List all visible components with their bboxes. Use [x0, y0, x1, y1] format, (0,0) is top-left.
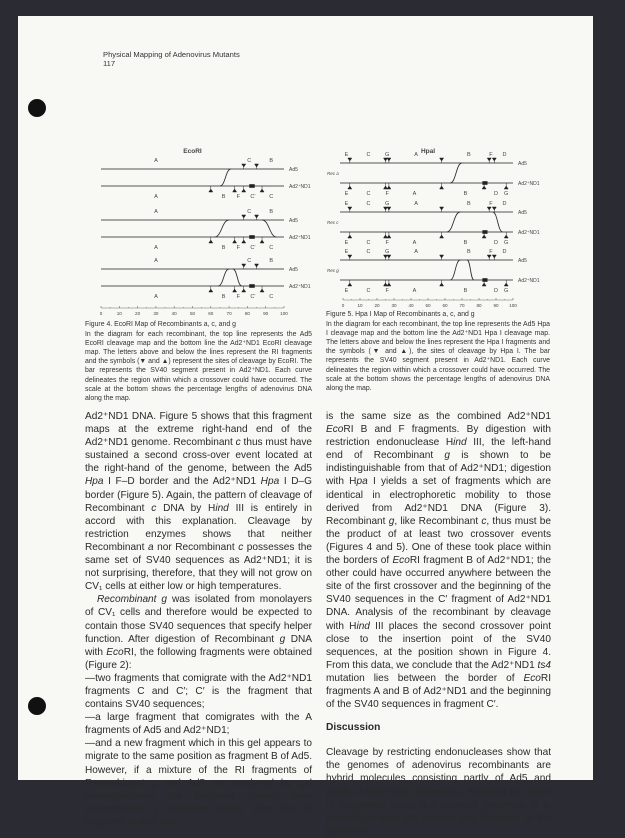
- section-heading-discussion: Discussion: [326, 722, 381, 734]
- fragment-label: B: [466, 152, 471, 158]
- cleavage-site-down-icon: [242, 164, 246, 169]
- crossover-curve: [450, 260, 460, 280]
- fragment-label: E: [344, 152, 349, 158]
- text-run: g: [444, 450, 451, 462]
- fragment-label: E: [344, 191, 349, 197]
- fragment-label: C′: [250, 194, 256, 200]
- fragment-label: C: [247, 209, 252, 215]
- text-run: ind: [356, 620, 370, 632]
- cleavage-site-down-icon: [255, 264, 259, 269]
- ad2nd1-line-label: Ad2⁺ND1: [289, 284, 311, 290]
- figure-5-caption: [326, 310, 550, 393]
- cleavage-site-up-icon: [504, 232, 508, 238]
- scale-tick-label: 90: [493, 303, 499, 308]
- text-run: c: [238, 541, 244, 553]
- scale-tick-label: 30: [153, 311, 159, 316]
- crossover-curve: [220, 169, 231, 186]
- text-run: —and a new fragment which in this gel appears to migrate to the same position as fragment B of Ad5. However, if a mixture of the RI fragments of Recombinant: [85, 738, 312, 789]
- cleavage-site-up-icon: [233, 186, 237, 192]
- text-run: I D–G border (Figure 5). Again, the pattern of cleavage of Recombinant: [85, 476, 312, 514]
- figure-4-caption: [85, 320, 312, 403]
- fragment-label: C: [247, 158, 252, 164]
- figure-4-ecori-map: [80, 140, 320, 318]
- cleavage-site-down-icon: [487, 207, 491, 212]
- scale-tick-label: 10: [116, 311, 122, 316]
- fragment-label: G: [504, 240, 509, 246]
- text-run: III places the second crossover point close to the insertion point of the SV40 sequences, at the position shown in Figure 4. From this data, we conclude that the Ad2⁺ND1: [326, 620, 551, 671]
- text-run: was isolated from monolayers of CV₁ cells and therefore would be expected to contain those SV40 sequences that specify helper function. After digestion of Recombinant: [85, 594, 312, 645]
- figure-5-hpai-map: [320, 142, 555, 310]
- fragment-label: B: [463, 240, 468, 246]
- sv40-segment-bar: [482, 230, 487, 234]
- text-run: Eco: [523, 672, 541, 684]
- fragment-label: D: [494, 240, 498, 246]
- scale-tick-label: 60: [208, 311, 214, 316]
- ad2nd1-line-label: Ad2⁺ND1: [289, 235, 311, 241]
- fragment-label: D: [502, 249, 507, 255]
- body-column-right: [326, 410, 551, 838]
- text-run: thus must have sustained a second cross-over event located at the right-hand of the genome, between the Ad5: [85, 437, 312, 475]
- fragment-label: A: [414, 201, 418, 207]
- fragment-label: A: [412, 191, 417, 197]
- fragment-label: C: [366, 249, 371, 255]
- fragment-label: F: [489, 201, 493, 207]
- scale-tick-label: 60: [442, 303, 448, 308]
- text-run: g: [151, 777, 158, 789]
- fragment-label: E: [344, 288, 349, 294]
- text-run: migrates faster than the B fragment of Ad5 and: [85, 803, 312, 828]
- scale-tick-label: 30: [391, 303, 397, 308]
- fragment-label: D: [494, 191, 498, 197]
- crossover-curve: [493, 212, 503, 232]
- cleavage-site-down-icon: [492, 207, 496, 212]
- crossover-curve: [233, 269, 242, 286]
- cleavage-site-up-icon: [440, 183, 444, 189]
- fragment-label: A: [412, 240, 417, 246]
- ad2nd1-line-label: Ad2⁺ND1: [518, 181, 540, 187]
- cleavage-site-up-icon: [440, 280, 444, 286]
- fragment-label: F: [236, 245, 240, 251]
- text-run: ind: [215, 502, 229, 514]
- fragment-label: C′: [250, 294, 256, 300]
- scale-tick-label: 20: [135, 311, 141, 316]
- fragment-label: F: [385, 191, 389, 197]
- cleavage-site-up-icon: [242, 237, 246, 243]
- text-run: III is entirely in accord with this explanation. Cleavage by restriction enzymes shows that neither Recombinant: [85, 502, 312, 553]
- crossover-curve: [450, 163, 462, 183]
- ad5-line-label: Ad5: [289, 267, 298, 273]
- sv40-segment-bar: [249, 284, 254, 288]
- fragment-label: B: [269, 258, 274, 264]
- cleavage-site-down-icon: [348, 255, 352, 260]
- binder-hole: [28, 697, 46, 715]
- text-run: g: [388, 515, 395, 527]
- cleavage-site-up-icon: [384, 183, 388, 189]
- fragment-label: C: [366, 288, 371, 294]
- sv40-segment-bar: [482, 181, 487, 185]
- ad2nd1-line-label: Ad2⁺ND1: [518, 230, 540, 236]
- cleavage-site-up-icon: [504, 183, 508, 189]
- text-run: mutation lies between the border of: [326, 672, 524, 684]
- text-run: c: [151, 502, 157, 514]
- fragment-label: E: [344, 240, 349, 246]
- page-number: 117: [103, 59, 116, 68]
- fragment-label: C: [269, 245, 274, 251]
- text-run: —a large fragment that comigrates with the A fragments of Ad5 and Ad2⁺ND1;: [85, 712, 312, 737]
- cleavage-site-down-icon: [387, 207, 391, 212]
- text-run: Recombinant g: [97, 594, 168, 606]
- fragment-label: B: [466, 249, 471, 255]
- scale-tick-label: 90: [263, 311, 269, 316]
- text-run: is shown to be indistinguishable from that of Ad2⁺ND1; digestion with H: [326, 450, 551, 488]
- running-title: Physical Mapping of Adenovirus Mutants: [103, 50, 240, 59]
- ad2nd1-line-label: Ad2⁺ND1: [518, 278, 540, 284]
- cleavage-site-up-icon: [504, 280, 508, 286]
- text-run: possesses the same set of SV40 sequences as Ad2⁺ND1; it is not surprising, therefore, that they will not grow on CV₁ cells at either low or high temperatures.: [85, 541, 312, 593]
- ad5-line-label: Ad5: [289, 167, 298, 173]
- cleavage-site-down-icon: [440, 255, 444, 260]
- recombinant-label: Rec a: [327, 171, 339, 176]
- text-run: I yields a set of fragments which are identical in electrophoretic mobility to those derived from Ad2⁺ND1 DNA (Figure 3). Recombinant: [326, 476, 551, 527]
- text-run: nor Recombinant: [153, 541, 239, 553]
- fragment-label: G: [504, 288, 509, 294]
- text-run: DNA with: [85, 633, 313, 658]
- ad2nd1-line-label: Ad2⁺ND1: [289, 184, 311, 190]
- cleavage-site-down-icon: [242, 215, 246, 220]
- figure-4-caption-text: In the diagram for each recombinant, the top line represents the Ad5 EcoRI cleavage map and the bottom line the Ad2⁺ND1 EcoRI cleavage map. The letters above and below the lines represent the RI fragments and the symbols (▼ and ▲) represent the sites of cleavage by EcoRI. The bar represents the SV40 segment present in Ad2⁺ND1. Each curve delineates the region within which a crossover could have occurred. The scale at the bottom shows the percentage lengths of adenovirus DNA along the map.: [85, 331, 312, 402]
- scale-tick-label: 0: [99, 311, 103, 316]
- figure-title: HpaI: [420, 148, 436, 155]
- text-run: c: [481, 515, 487, 527]
- text-run: is the same size as the combined Ad2⁺ND1: [326, 411, 551, 422]
- fragment-label: F: [489, 152, 493, 158]
- sv40-segment-bar: [249, 184, 254, 188]
- fragment-label: A: [154, 258, 158, 264]
- cleavage-site-down-icon: [348, 158, 352, 163]
- discussion-paragraph: Cleavage by restricting endonucleases show that the genomes of adenovirus recombinants are hybrid molecules consisting partly of Ad5 and partly of Ad2⁺ND1 sequences. Knowing the order of fragments along the parental genomes, it is possible to map the number and locations of the junctions: [326, 747, 551, 837]
- figure-title: EcoRI: [183, 148, 202, 155]
- text-run: I F–D border and the Ad2⁺ND1: [103, 476, 261, 488]
- scale-tick-label: 70: [459, 303, 465, 308]
- scale-tick-label: 40: [408, 303, 414, 308]
- fragment-label: F: [385, 240, 389, 246]
- cleavage-site-down-icon: [255, 215, 259, 220]
- text-run: and Ad5 are analyzed by gel electrophoresis, the fragment derived from Recombinant: [85, 777, 312, 815]
- text-run: a: [147, 541, 154, 553]
- scale-tick-label: 100: [509, 303, 517, 308]
- cleavage-site-up-icon: [242, 186, 246, 192]
- body-column-left: [85, 410, 312, 829]
- cleavage-site-up-icon: [387, 280, 391, 286]
- body-paragraph: [85, 737, 312, 829]
- text-run: c: [235, 437, 241, 449]
- fragment-label: E: [344, 249, 349, 255]
- body-paragraph: [326, 410, 551, 711]
- cleavage-site-down-icon: [440, 207, 444, 212]
- crossover-curve: [218, 269, 229, 286]
- ad5-line-label: Ad5: [289, 218, 298, 224]
- text-run: Eco: [106, 646, 124, 658]
- cleavage-site-up-icon: [242, 286, 246, 292]
- scale-tick-label: 100: [280, 311, 288, 316]
- fragment-label: B: [221, 194, 226, 200]
- cleavage-site-down-icon: [384, 158, 388, 163]
- ad5-line-label: Ad5: [518, 258, 527, 264]
- cleavage-site-up-icon: [209, 237, 213, 243]
- body-paragraph: [85, 410, 312, 593]
- scale-tick-label: 80: [476, 303, 482, 308]
- cleavage-site-up-icon: [260, 237, 264, 243]
- cleavage-site-up-icon: [440, 232, 444, 238]
- figure-4-caption-title: Figure 4. EcoRI Map of Recombinants a, c, and g: [85, 321, 236, 328]
- fragment-label: B: [463, 191, 468, 197]
- cleavage-site-down-icon: [492, 158, 496, 163]
- text-run: Ad2⁺ND1 DNA. Figure 5 shows that this fragment maps at the extreme right-hand end of the Ad2⁺ND1 genome. Recombinant: [85, 411, 312, 449]
- scale-tick-label: 10: [357, 303, 363, 308]
- text-run: Eco: [392, 555, 410, 567]
- fragment-label: G: [385, 201, 390, 207]
- text-run: , thus must be the product of at least two crossover events (Figures 4 and 5). One of these took place within the borders of: [326, 515, 552, 567]
- fragment-label: C′: [250, 245, 256, 251]
- text-run: g: [154, 803, 160, 815]
- text-run: —two fragments that comigrate with the Ad2⁺ND1 fragments C and C′; C′ is the fragment that contains SV40 sequences;: [85, 672, 312, 711]
- fragment-label: A: [154, 245, 158, 251]
- text-run: DNA by H: [156, 502, 216, 514]
- cleavage-site-up-icon: [348, 280, 352, 286]
- fragment-label: C: [366, 152, 371, 158]
- cleavage-site-down-icon: [384, 207, 388, 212]
- cleavage-site-up-icon: [387, 183, 391, 189]
- sv40-segment-bar: [249, 235, 254, 239]
- cleavage-site-up-icon: [233, 237, 237, 243]
- fragment-label: G: [504, 191, 509, 197]
- fragment-label: B: [269, 158, 274, 164]
- crossover-curve: [467, 260, 474, 280]
- scale-tick-label: 0: [341, 303, 345, 308]
- fragment-label: F: [236, 194, 240, 200]
- body-paragraph: [85, 593, 312, 672]
- sv40-segment-bar: [482, 278, 487, 282]
- ad5-line-label: Ad5: [518, 161, 527, 167]
- crossover-curve: [214, 220, 229, 237]
- fragment-label: A: [154, 294, 158, 300]
- cleavage-site-up-icon: [348, 232, 352, 238]
- text-run: Hpa: [260, 476, 280, 488]
- fragment-label: C: [366, 191, 371, 197]
- fragment-label: C: [366, 240, 371, 246]
- cleavage-site-down-icon: [387, 255, 391, 260]
- text-run: Eco: [326, 424, 344, 436]
- fragment-label: A: [414, 249, 418, 255]
- binder-hole: [28, 99, 46, 117]
- text-run: RI B and F fragments. By digestion with restriction endonuclease H: [326, 424, 551, 449]
- recombinant-label: Rec c: [327, 220, 339, 225]
- text-run: pa: [356, 476, 368, 488]
- fragment-label: C: [269, 194, 274, 200]
- figure-5-caption-title: Figure 5. Hpa I Map of Recombinants a, c, and g: [326, 311, 475, 318]
- crossover-curve: [262, 220, 277, 237]
- cleavage-site-down-icon: [492, 255, 496, 260]
- cleavage-site-up-icon: [260, 286, 264, 292]
- cleavage-site-up-icon: [260, 186, 264, 192]
- text-run: RI, the following fragments were obtained (Figure 2):: [85, 646, 312, 671]
- cleavage-site-up-icon: [233, 286, 237, 292]
- scale-tick-label: 20: [374, 303, 380, 308]
- fragment-label: A: [154, 209, 158, 215]
- cleavage-site-up-icon: [387, 232, 391, 238]
- fragment-label: A: [154, 194, 158, 200]
- scale-tick-label: 80: [244, 311, 250, 316]
- text-run: ts4: [537, 659, 551, 671]
- cleavage-site-down-icon: [487, 158, 491, 163]
- recombinant-label: Rec g: [327, 268, 339, 273]
- fragment-label: D: [502, 152, 507, 158]
- cleavage-site-up-icon: [384, 280, 388, 286]
- cleavage-site-down-icon: [348, 207, 352, 212]
- text-run: RI fragments A and B of Ad2⁺ND1 and the beginning of the SV40 sequences in fragment C′.: [326, 672, 551, 711]
- text-run: Hpa: [85, 476, 104, 488]
- scale-tick-label: 50: [425, 303, 431, 308]
- cleavage-site-down-icon: [387, 158, 391, 163]
- fragment-label: G: [385, 249, 390, 255]
- fragment-label: B: [221, 294, 226, 300]
- cleavage-site-up-icon: [209, 186, 213, 192]
- cleavage-site-down-icon: [384, 255, 388, 260]
- fragment-label: B: [221, 245, 226, 251]
- fragment-label: B: [463, 288, 468, 294]
- fragment-label: D: [502, 201, 507, 207]
- ad5-line-label: Ad5: [518, 210, 527, 216]
- fragment-label: E: [344, 201, 349, 207]
- text-run: III, the left-hand end of Recombinant: [326, 437, 551, 462]
- cleavage-site-up-icon: [209, 286, 213, 292]
- fragment-label: B: [269, 209, 274, 215]
- fragment-label: D: [494, 288, 498, 294]
- fragment-label: G: [385, 152, 390, 158]
- figure-5-caption-text: In the diagram for each recombinant, the top line represents the Ad5 Hpa I cleavage map and the bottom line the Ad2⁺ND1 Hpa I cleavage map. The letters above and below the lines represent the Hpa I fragments and the symbols (▼ and ▲), the sites of cleavage by Hpa I. The bar represents the SV40 segment present in Ad2⁺ND1. Each curve delineates the region within which a crossover could have occurred. The scale at the bottom shows the percentage lengths of adenovirus DNA along the map.: [326, 321, 550, 392]
- cleavage-site-down-icon: [242, 264, 246, 269]
- scale-tick-label: 50: [189, 311, 196, 316]
- cleavage-site-down-icon: [440, 158, 444, 163]
- fragment-label: C: [366, 201, 371, 207]
- fragment-label: F: [236, 294, 240, 300]
- body-paragraph: [85, 672, 312, 711]
- fragment-label: C: [269, 294, 274, 300]
- text-run: , like Recombinant: [394, 515, 482, 527]
- crossover-curve: [447, 212, 461, 232]
- text-run: ind: [453, 437, 467, 449]
- fragment-label: A: [414, 152, 418, 158]
- fragment-label: A: [154, 158, 158, 164]
- cleavage-site-down-icon: [487, 255, 491, 260]
- fragment-label: F: [385, 288, 389, 294]
- fragment-label: A: [412, 288, 417, 294]
- fragment-label: F: [489, 249, 493, 255]
- cleavage-site-up-icon: [384, 232, 388, 238]
- scale-tick-label: 40: [171, 311, 177, 316]
- cleavage-site-down-icon: [255, 164, 259, 169]
- scale-tick-label: 70: [226, 311, 232, 316]
- body-paragraph: [85, 711, 312, 737]
- fragment-label: C: [247, 258, 252, 264]
- text-run: g: [279, 633, 286, 645]
- fragment-label: B: [466, 201, 471, 207]
- text-run: RI fragment B of Ad2⁺ND1; the other could have occurred anywhere between the site of the first crossover and the beginning of the SV40 sequences in the C′ fragment of Ad2⁺ND1 DNA. Analysis of the recombinant by cleavage with H: [326, 555, 551, 632]
- cleavage-site-up-icon: [348, 183, 352, 189]
